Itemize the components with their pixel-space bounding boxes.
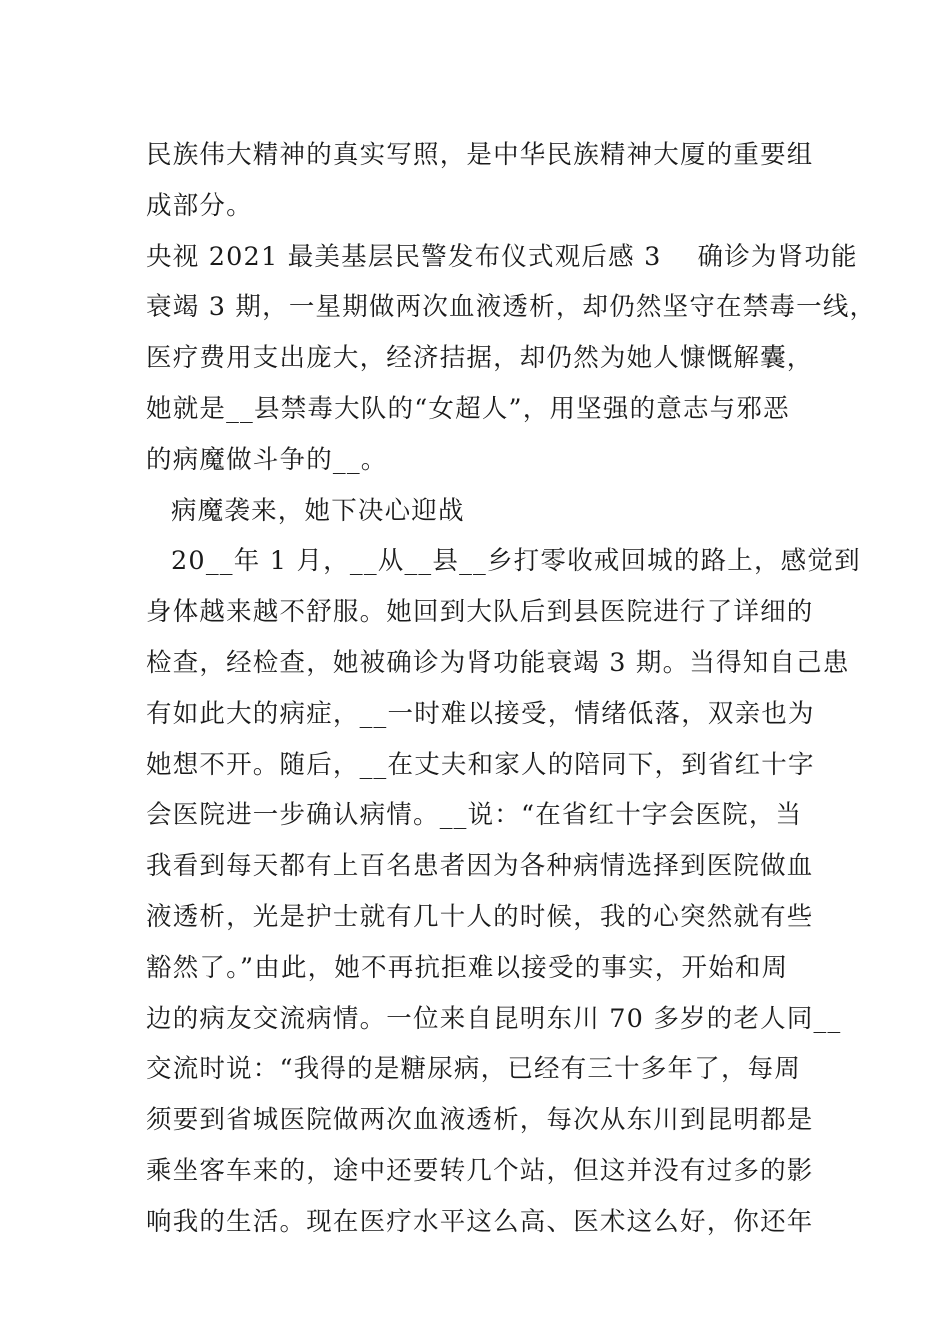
text-line: 的病魔做斗争的__。	[146, 444, 388, 475]
text-line: 成部分。	[146, 190, 253, 221]
text-line: 她就是__县禁毒大队的“女超人”，用坚强的意志与邪恶	[146, 393, 790, 424]
section-title-line: 央视 2021 最美基层民警发布仪式观后感 3 确诊为肾功能	[146, 241, 858, 272]
body-text	[146, 130, 877, 1248]
text-line: 民族伟大精神的真实写照，是中华民族精神大厦的重要组	[146, 140, 814, 170]
text-line: 她想不开。随后，__在丈夫和家人的陪同下，到省红十字	[146, 749, 815, 780]
text-line: 有如此大的病症，__一时难以接受，情绪低落，双亲也为	[146, 698, 815, 729]
text-line: 液透析，光是护士就有几十人的时候，我的心突然就有些	[146, 901, 814, 932]
subheading: 病魔袭来，她下决心迎战	[171, 495, 465, 526]
text-line: 交流时说：“我得的是糖尿病，已经有三十多年了，每周	[146, 1054, 802, 1085]
text-line: 会医院进一步确认病情。__说：“在省红十字会医院，当	[146, 800, 803, 831]
text-line: 边的病友交流病情。一位来自昆明东川 70 多岁的老人同__	[146, 1003, 842, 1034]
text-line: 我看到每天都有上百名患者因为各种病情选择到医院做血	[146, 851, 814, 882]
text-line: 须要到省城医院做两次血液透析，每次从东川到昆明都是	[146, 1105, 814, 1136]
text-line: 检查，经检查，她被确诊为肾功能衰竭 3 期。当得知自己患	[146, 647, 850, 678]
text-line: 响我的生活。现在医疗水平这么高、医术这么好，你还年	[146, 1206, 814, 1237]
text-line: 医疗费用支出庞大，经济拮据，却仍然为她人慷慨解囊，	[146, 343, 814, 374]
text-line: 衰竭 3 期，一星期做两次血液透析，却仍然坚守在禁毒一线，	[146, 292, 877, 323]
text-line: 20__年 1 月，__从__县__乡打零收戒回城的路上，感觉到	[171, 546, 861, 577]
text-line: 身体越来越不舒服。她回到大队后到县医院进行了详细的	[146, 597, 814, 628]
text-line: 乘坐客车来的，途中还要转几个站，但这并没有过多的影	[146, 1155, 814, 1186]
text-line: 豁然了。”由此，她不再抗拒难以接受的事实，开始和周	[146, 952, 789, 983]
